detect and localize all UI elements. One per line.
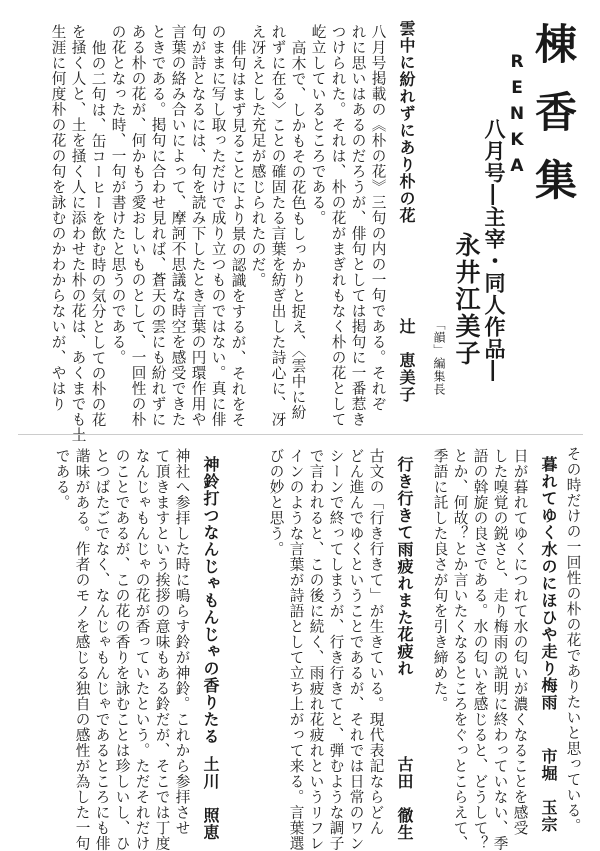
essay-1-line: 高木で、しかもその花色もしっかりと捉え、〈雲中に紛 [289,40,307,421]
essay-3-line: どん進んでゆくということであるが、それでは日常のワン [347,448,365,851]
essay-4-line: 神社へ参拝した時に鳴らす鈴が神鈴。これから参拝させ [173,448,191,836]
essay-3-author: 古田 徹生 [395,756,414,841]
essay-1-line: 生涯に何度朴の花の句を詠むのかわからないが、やはり [49,24,67,412]
essay-1-line: ある朴の花が、何かもう愛おしいものとして、一回性の朴 [129,24,147,427]
essay-1-line: え冴えとした充足が感じられたのだ。 [249,24,267,288]
essay-4-title: 神鈴打つなんじゃもんじゃの香りたる [201,456,220,745]
essay-2-title: 暮れてゆく水のにほひや走り梅雨 [539,456,558,711]
essay-4-line: である。 [53,448,71,510]
essay-2-line: した嗅覚の鋭さと、走り梅雨の説明に終わっていない、季 [491,448,509,851]
essay-4-line: なんじゃもんじゃの花が香っていたという。ただそれだけ [133,448,151,851]
essay-1-line: れに思いはあるのだろうが、俳句としては掲句に一番惹き [349,24,367,427]
essay-1-title: 雲中に紛れずにあり朴の花 [397,20,416,224]
editor-role: 「韻」編集長 [432,318,446,396]
essay-3-line: 古文の「行き行きて」が生きている。現代表記ならどん [367,448,385,836]
essay-3-line: びの妙と思う。 [267,448,285,557]
essay-2-line: 季語に託した良さが句を引き締めた。 [431,448,449,712]
essay-2-line: 語の斡旋の良さである。水の匂いを感じると、どうして？ [471,448,489,851]
essay-1-line: 俳句はまず見ることにより景の認識をするが、それをそ [229,40,247,428]
essay-3-title: 行き行きて雨疲れまた花疲れ [395,456,414,677]
essay-4-author: 土川 照恵 [201,756,220,841]
essay-1-line: を掻く人と、土を掻く人に添わせた朴の花は、あくまでも土 [69,24,87,443]
essay-2-line: 日が暮れてゆくにつれて水の匂いが濃くなることを感受 [511,448,529,836]
essay-1-line: の花となった時、一句が書けたと思うのである。 [109,24,127,365]
essay-2-author: 市堀 玉宗 [539,748,558,833]
essay-1-closing-line: その時だけの一回性の朴の花でありたいと思っている。 [564,446,582,834]
essay-4-line: 諧味がある。作者のモノを感じる独自の感性が為した一句 [73,448,91,851]
essay-4-line: とつばたごでなく、なんじゃもんじゃであるところにも俳 [93,448,111,851]
issue-label: 八月号―主宰・同人作品― [482,118,507,382]
essay-1-line: ときである。掲句に合わせ見れば、蒼天の雲にも紛れずに [149,24,167,427]
essay-1-author: 辻 恵美子 [397,318,416,403]
essay-1-line: 言葉の絡み合いによって、摩訶不思議な時空を感受できた [169,24,187,427]
section-divider [18,434,583,435]
essay-4-line: のことであるが、この花の香りを詠むことは珍しいし、ひ [113,448,131,851]
essay-1-line: のままに写し取っただけで成り立つものではない。真に俳 [209,24,227,427]
essay-1-line: 八月号掲載の《朴の花》三句の内の一句である。それぞ [369,24,387,412]
essay-1-line: つけられた。それは、朴の花がまぎれもなく朴の花として [329,24,347,427]
essay-1-line: 屹立しているところである。 [309,24,327,226]
essay-1-line: 句が詩となるには、句を読み下したとき言葉の円環作用や [189,24,207,427]
essay-3-line: で言われると、この後に続く、雨疲れ花疲れというリフレ [307,448,325,851]
essay-3-line: インのような言葉が詩語として立ち上がって来る。言葉選 [287,448,305,851]
essay-2-line: とか、何故？とか言いたくなるところをぐっとこらえて、 [451,448,469,851]
page-title: 棟香集 [529,22,578,226]
editor-name: 永井江美子 [452,232,481,367]
essay-4-line: て頂きますという挨拶の意味もある鈴だが、そこでは丁度 [153,448,171,851]
essay-1-line: 他の二句は、缶コーヒーを飲む時の気分としての朴の花 [89,40,107,428]
romaji-title: RENKA [507,52,527,182]
essay-3-line: シーンで終ってしまうが、行き行きてと、弾むような調子 [327,448,345,851]
essay-1-line: れずに在る〉ことの確固たる言葉を紡ぎ出した詩心に、冴 [269,24,287,427]
